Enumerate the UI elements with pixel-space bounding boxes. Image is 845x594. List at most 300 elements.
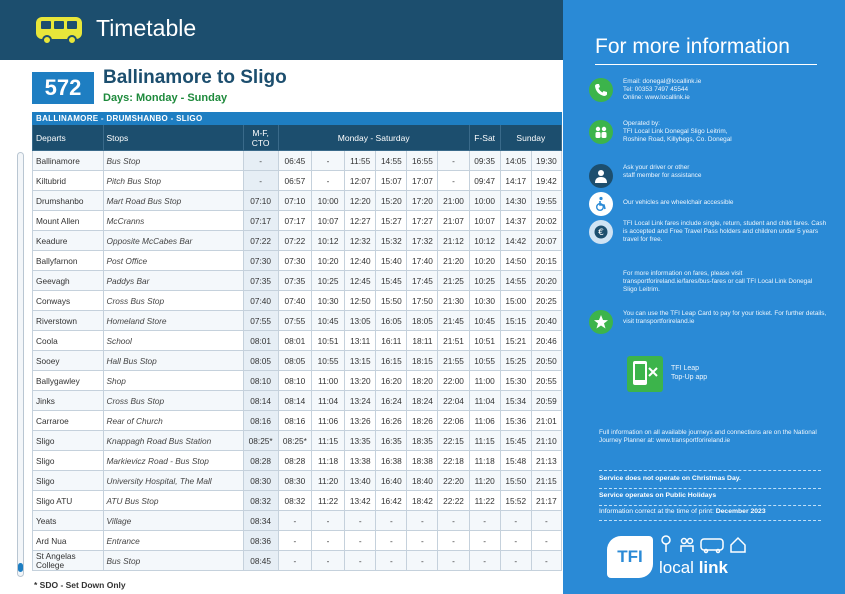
- time-cell: 20:59: [531, 391, 561, 411]
- time-cell: 07:10: [278, 191, 311, 211]
- time-cell: 11:00: [311, 371, 344, 391]
- christmas-notice: Service does not operate on Christmas Day.: [599, 475, 741, 482]
- time-cell: 17:27: [407, 211, 438, 231]
- time-cell: 08:14: [278, 391, 311, 411]
- corridor-label: BALLINAMORE - DRUMSHANBO - SLIGO: [33, 113, 562, 125]
- divider: [599, 520, 821, 521]
- time-cell: 08:10: [278, 371, 311, 391]
- transport-mode-icons: [659, 534, 749, 554]
- depart-cell: Sooey: [33, 351, 104, 371]
- time-cell: 10:20: [311, 251, 344, 271]
- leap-app-label: TFI Leap Top-Up app: [671, 365, 708, 381]
- time-cell: 08:28: [243, 451, 278, 471]
- time-cell: -: [469, 511, 500, 531]
- table-row: [33, 351, 562, 371]
- time-cell: -: [311, 531, 344, 551]
- bus-icon: [34, 14, 86, 46]
- time-cell: 22:22: [438, 491, 469, 511]
- time-cell: 18:05: [407, 311, 438, 331]
- stop-cell: Pitch Bus Stop: [103, 171, 243, 191]
- time-cell: 21:12: [438, 231, 469, 251]
- time-cell: 08:16: [243, 411, 278, 431]
- header-departs: Departs: [33, 125, 104, 151]
- time-cell: 15:36: [500, 411, 531, 431]
- time-cell: 15:32: [376, 231, 407, 251]
- time-cell: 08:30: [243, 471, 278, 491]
- time-cell: 10:51: [469, 331, 500, 351]
- time-cell: 14:17: [500, 171, 531, 191]
- time-cell: 13:38: [345, 451, 376, 471]
- time-cell: 14:37: [500, 211, 531, 231]
- time-cell: 08:05: [278, 351, 311, 371]
- depart-cell: Sligo: [33, 471, 104, 491]
- time-cell: 15:45: [500, 431, 531, 451]
- time-cell: 07:10: [243, 191, 278, 211]
- time-cell: 12:40: [345, 251, 376, 271]
- time-cell: 18:24: [407, 391, 438, 411]
- time-cell: 18:20: [407, 371, 438, 391]
- stop-cell: School: [103, 331, 243, 351]
- stop-cell: McCranns: [103, 211, 243, 231]
- depart-cell: Conways: [33, 291, 104, 311]
- print-notice: [599, 508, 766, 515]
- time-cell: 11:15: [311, 431, 344, 451]
- time-cell: 07:35: [278, 271, 311, 291]
- time-cell: -: [407, 551, 438, 571]
- time-cell: 21:55: [438, 351, 469, 371]
- table-row: [33, 391, 562, 411]
- time-cell: 14:05: [500, 151, 531, 171]
- stop-cell: Hall Bus Stop: [103, 351, 243, 371]
- time-cell: 10:55: [311, 351, 344, 371]
- time-cell: 11:00: [469, 371, 500, 391]
- time-cell: 13:20: [345, 371, 376, 391]
- depart-cell: Ballyfarnon: [33, 251, 104, 271]
- time-cell: 18:40: [407, 471, 438, 491]
- stop-cell: Knappagh Road Bus Station: [103, 431, 243, 451]
- stop-cell: Cross Bus Stop: [103, 391, 243, 411]
- time-cell: 10:45: [469, 311, 500, 331]
- time-cell: 21:07: [438, 211, 469, 231]
- time-cell: 22:04: [438, 391, 469, 411]
- time-cell: 11:20: [469, 471, 500, 491]
- time-cell: -: [531, 551, 561, 571]
- time-cell: 16:26: [376, 411, 407, 431]
- time-cell: 15:07: [376, 171, 407, 191]
- local-link-logo: [659, 558, 728, 578]
- time-cell: 07:22: [243, 231, 278, 251]
- time-cell: 21:20: [438, 251, 469, 271]
- depart-cell: Carraroe: [33, 411, 104, 431]
- stop-cell: University Hospital, The Mall: [103, 471, 243, 491]
- time-cell: 07:30: [243, 251, 278, 271]
- header-monday-saturday: Monday - Saturday: [278, 125, 469, 151]
- time-cell: 15:21: [500, 331, 531, 351]
- journey-planner-text[interactable]: Full information on all available journeys and connections are on the National Journey Planner at: www.transportforireland.ie: [599, 429, 817, 445]
- table-row: [33, 551, 562, 571]
- stop-cell: Post Office: [103, 251, 243, 271]
- stop-cell: Entrance: [103, 531, 243, 551]
- time-cell: -: [469, 551, 500, 571]
- route-days: Days: Monday - Sunday: [103, 92, 228, 104]
- stop-cell: Markievicz Road - Bus Stop: [103, 451, 243, 471]
- time-cell: 15:48: [500, 451, 531, 471]
- time-cell: 13:40: [345, 471, 376, 491]
- time-cell: 11:06: [311, 411, 344, 431]
- header-f-sat: F-Sat: [469, 125, 500, 151]
- table-row: [33, 191, 562, 211]
- tfi-logo: TFI: [607, 536, 653, 578]
- time-cell: 15:15: [500, 311, 531, 331]
- time-cell: 07:55: [243, 311, 278, 331]
- time-cell: 21:51: [438, 331, 469, 351]
- time-cell: 11:04: [311, 391, 344, 411]
- divider: [599, 488, 821, 489]
- time-cell: -: [500, 551, 531, 571]
- time-cell: 15:40: [376, 251, 407, 271]
- print-date: December 2023: [715, 508, 766, 515]
- time-cell: 21:17: [531, 491, 561, 511]
- table-row: [33, 331, 562, 351]
- time-cell: 08:14: [243, 391, 278, 411]
- time-cell: 22:06: [438, 411, 469, 431]
- footnote: * SDO - Set Down Only: [34, 580, 126, 590]
- assistance-text: Ask your driver or other staff member for assistance: [623, 164, 702, 180]
- time-cell: 14:30: [500, 191, 531, 211]
- time-cell: 08:36: [243, 531, 278, 551]
- time-cell: 15:45: [376, 271, 407, 291]
- logo-word-local: local: [659, 558, 694, 577]
- time-cell: 22:15: [438, 431, 469, 451]
- time-cell: 14:55: [376, 151, 407, 171]
- time-cell: 17:32: [407, 231, 438, 251]
- time-cell: 13:15: [345, 351, 376, 371]
- time-cell: 08:10: [243, 371, 278, 391]
- time-cell: 15:20: [376, 191, 407, 211]
- time-cell: 14:50: [500, 251, 531, 271]
- time-cell: 15:50: [500, 471, 531, 491]
- coin-icon: [589, 220, 613, 244]
- depart-cell: Yeats: [33, 511, 104, 531]
- time-cell: -: [311, 511, 344, 531]
- time-cell: 12:32: [345, 231, 376, 251]
- depart-cell: Sligo: [33, 451, 104, 471]
- table-row: [33, 171, 562, 191]
- leap-app-icon[interactable]: [627, 356, 663, 392]
- time-cell: 10:30: [311, 291, 344, 311]
- time-cell: 20:25: [531, 291, 561, 311]
- table-row: [33, 151, 562, 171]
- table-row: [33, 411, 562, 431]
- time-cell: -: [438, 511, 469, 531]
- time-cell: 07:35: [243, 271, 278, 291]
- time-cell: 10:07: [469, 211, 500, 231]
- depart-cell: Mount Allen: [33, 211, 104, 231]
- stop-cell: Paddys Bar: [103, 271, 243, 291]
- time-cell: 08:16: [278, 411, 311, 431]
- time-cell: 17:20: [407, 191, 438, 211]
- time-cell: 08:01: [243, 331, 278, 351]
- logo-word-link: link: [698, 558, 728, 577]
- time-cell: 22:18: [438, 451, 469, 471]
- time-cell: 20:07: [531, 231, 561, 251]
- time-cell: -: [243, 151, 278, 171]
- table-row: [33, 511, 562, 531]
- depart-cell: Drumshanbo: [33, 191, 104, 211]
- time-cell: 17:45: [407, 271, 438, 291]
- time-cell: -: [438, 171, 469, 191]
- star-icon: [589, 310, 613, 334]
- time-cell: 11:20: [311, 471, 344, 491]
- time-cell: 06:45: [278, 151, 311, 171]
- time-cell: 11:18: [469, 451, 500, 471]
- header-mf-cto: M-F, CTO: [243, 125, 278, 151]
- time-cell: 10:12: [311, 231, 344, 251]
- time-cell: 11:22: [311, 491, 344, 511]
- time-cell: 19:55: [531, 191, 561, 211]
- time-cell: 16:42: [376, 491, 407, 511]
- time-cell: 09:35: [469, 151, 500, 171]
- table-row: [33, 491, 562, 511]
- time-cell: 08:25*: [243, 431, 278, 451]
- info-panel: [563, 0, 845, 594]
- title-divider: [595, 64, 817, 65]
- time-cell: -: [438, 531, 469, 551]
- header-stops: Stops: [103, 125, 243, 151]
- time-cell: 13:26: [345, 411, 376, 431]
- time-cell: 11:22: [469, 491, 500, 511]
- depart-cell: Geevagh: [33, 271, 104, 291]
- depart-cell: Jinks: [33, 391, 104, 411]
- table-row: [33, 311, 562, 331]
- time-cell: 12:27: [345, 211, 376, 231]
- stop-cell: Mart Road Bus Stop: [103, 191, 243, 211]
- time-cell: 21:10: [531, 431, 561, 451]
- time-cell: 16:05: [376, 311, 407, 331]
- stop-cell: Opposite McCabes Bar: [103, 231, 243, 251]
- info-title: For more information: [595, 35, 790, 58]
- depart-cell: Kiltubrid: [33, 171, 104, 191]
- time-cell: 07:17: [278, 211, 311, 231]
- time-cell: 11:55: [345, 151, 376, 171]
- time-cell: 12:20: [345, 191, 376, 211]
- time-cell: 18:15: [407, 351, 438, 371]
- time-cell: 15:30: [500, 371, 531, 391]
- time-cell: 11:18: [311, 451, 344, 471]
- time-cell: 16:35: [376, 431, 407, 451]
- time-cell: 21:25: [438, 271, 469, 291]
- time-cell: 10:00: [311, 191, 344, 211]
- depart-cell: Sligo: [33, 431, 104, 451]
- time-cell: 16:11: [376, 331, 407, 351]
- time-cell: -: [469, 531, 500, 551]
- time-cell: 08:05: [243, 351, 278, 371]
- stop-cell: Cross Bus Stop: [103, 291, 243, 311]
- time-cell: 16:55: [407, 151, 438, 171]
- depart-cell: Ard Nua: [33, 531, 104, 551]
- leap-card-text[interactable]: You can use the TFI Leap Card to pay for your ticket. For further details, visit transportforireland.ie: [623, 310, 827, 326]
- time-cell: 07:40: [243, 291, 278, 311]
- time-cell: -: [243, 171, 278, 191]
- time-cell: 08:30: [278, 471, 311, 491]
- time-cell: 22:00: [438, 371, 469, 391]
- time-cell: -: [376, 531, 407, 551]
- phone-icon: [589, 78, 613, 102]
- time-cell: 08:34: [243, 511, 278, 531]
- header-bar: [0, 0, 563, 60]
- time-cell: 07:30: [278, 251, 311, 271]
- time-cell: 17:40: [407, 251, 438, 271]
- time-cell: 08:45: [243, 551, 278, 571]
- wheelchair-text: Our vehicles are wheelchair accessible: [623, 199, 734, 206]
- time-cell: 12:45: [345, 271, 376, 291]
- fares-more-text[interactable]: For more information on fares, please visit transportforireland.ie/fares/bus-fares or call TFI Local Link Donegal Sligo Leitrim.: [623, 270, 813, 294]
- driver-icon: [589, 164, 613, 188]
- time-cell: 18:42: [407, 491, 438, 511]
- holiday-notice: Service operates on Public Holidays: [599, 492, 717, 499]
- table-row: [33, 271, 562, 291]
- time-cell: -: [278, 551, 311, 571]
- time-cell: 10:55: [469, 351, 500, 371]
- time-cell: 08:25*: [278, 431, 311, 451]
- divider: [599, 505, 821, 506]
- depart-cell: Sligo ATU: [33, 491, 104, 511]
- stop-cell: Bus Stop: [103, 551, 243, 571]
- depart-cell: Keadure: [33, 231, 104, 251]
- depart-cell: Coola: [33, 331, 104, 351]
- time-cell: 11:04: [469, 391, 500, 411]
- time-cell: 10:25: [469, 271, 500, 291]
- time-cell: 15:27: [376, 211, 407, 231]
- scroll-rail[interactable]: [17, 152, 24, 577]
- time-cell: 20:40: [531, 311, 561, 331]
- time-cell: 06:57: [278, 171, 311, 191]
- time-cell: -: [376, 511, 407, 531]
- time-cell: 10:30: [469, 291, 500, 311]
- operator-icon: [589, 120, 613, 144]
- time-cell: 18:26: [407, 411, 438, 431]
- time-cell: -: [407, 531, 438, 551]
- time-cell: 16:20: [376, 371, 407, 391]
- time-cell: 14:42: [500, 231, 531, 251]
- stop-cell: Bus Stop: [103, 151, 243, 171]
- stop-cell: Shop: [103, 371, 243, 391]
- contact-text[interactable]: Email: donegal@locallink.ie Tel: 00353 7497 45544 Online: www.locallink.ie: [623, 78, 702, 102]
- time-cell: 20:55: [531, 371, 561, 391]
- time-cell: 15:25: [500, 351, 531, 371]
- time-cell: 20:20: [531, 271, 561, 291]
- depart-cell: Ballygawley: [33, 371, 104, 391]
- table-row: [33, 471, 562, 491]
- scroll-thumb[interactable]: [18, 563, 23, 572]
- time-cell: 13:24: [345, 391, 376, 411]
- time-cell: 18:35: [407, 431, 438, 451]
- time-cell: -: [278, 511, 311, 531]
- time-cell: 15:52: [500, 491, 531, 511]
- table-row: [33, 531, 562, 551]
- route-number: 572: [32, 72, 94, 104]
- time-cell: 12:07: [345, 171, 376, 191]
- page-title: Timetable: [96, 15, 197, 41]
- time-cell: 17:50: [407, 291, 438, 311]
- time-cell: 15:00: [500, 291, 531, 311]
- time-cell: 10:45: [311, 311, 344, 331]
- time-cell: 13:11: [345, 331, 376, 351]
- table-row: [33, 451, 562, 471]
- time-cell: 16:24: [376, 391, 407, 411]
- time-cell: -: [311, 151, 344, 171]
- table-row: [33, 371, 562, 391]
- time-cell: 08:01: [278, 331, 311, 351]
- time-cell: -: [500, 531, 531, 551]
- time-cell: -: [407, 511, 438, 531]
- stop-cell: Homeland Store: [103, 311, 243, 331]
- time-cell: 16:40: [376, 471, 407, 491]
- time-cell: 18:11: [407, 331, 438, 351]
- time-cell: -: [500, 511, 531, 531]
- time-cell: 15:50: [376, 291, 407, 311]
- time-cell: 19:42: [531, 171, 561, 191]
- time-cell: 07:22: [278, 231, 311, 251]
- time-cell: 21:00: [438, 191, 469, 211]
- stop-cell: Rear of Church: [103, 411, 243, 431]
- stop-cell: Village: [103, 511, 243, 531]
- time-cell: 08:32: [278, 491, 311, 511]
- time-cell: 15:34: [500, 391, 531, 411]
- fares-text: TFI Local Link fares include single, return, student and child fares. Cash is accepted and Free Travel Pass holders and children under 5 years travel for free.: [623, 220, 827, 244]
- table-row: [33, 251, 562, 271]
- time-cell: 22:20: [438, 471, 469, 491]
- time-cell: 07:55: [278, 311, 311, 331]
- time-cell: 10:25: [311, 271, 344, 291]
- time-cell: 16:38: [376, 451, 407, 471]
- time-cell: -: [345, 551, 376, 571]
- stop-cell: ATU Bus Stop: [103, 491, 243, 511]
- depart-cell: St Angelas College: [33, 551, 104, 571]
- time-cell: 20:02: [531, 211, 561, 231]
- time-cell: -: [438, 151, 469, 171]
- time-cell: 19:30: [531, 151, 561, 171]
- time-cell: -: [345, 511, 376, 531]
- time-cell: 12:50: [345, 291, 376, 311]
- time-cell: 07:17: [243, 211, 278, 231]
- time-cell: -: [438, 551, 469, 571]
- time-cell: 16:15: [376, 351, 407, 371]
- time-cell: 10:12: [469, 231, 500, 251]
- print-label: Information correct at the time of print:: [599, 508, 716, 515]
- depart-cell: Riverstown: [33, 311, 104, 331]
- time-cell: 21:13: [531, 451, 561, 471]
- operator-text: Operated by: TFI Local Link Donegal Sligo Leitrim, Roshine Road, Killybegs, Co. Donegal: [623, 120, 732, 144]
- time-cell: 20:50: [531, 351, 561, 371]
- time-cell: 08:32: [243, 491, 278, 511]
- time-cell: 11:06: [469, 411, 500, 431]
- time-cell: 20:46: [531, 331, 561, 351]
- time-cell: -: [278, 531, 311, 551]
- time-cell: -: [311, 551, 344, 571]
- time-cell: 13:42: [345, 491, 376, 511]
- time-cell: 21:01: [531, 411, 561, 431]
- time-cell: 21:45: [438, 311, 469, 331]
- time-cell: -: [311, 171, 344, 191]
- table-row: [33, 211, 562, 231]
- route-name: Ballinamore to Sligo: [103, 67, 287, 88]
- table-row: [33, 231, 562, 251]
- time-cell: 13:05: [345, 311, 376, 331]
- depart-cell: Ballinamore: [33, 151, 104, 171]
- time-cell: 21:30: [438, 291, 469, 311]
- svg-text:€: €: [598, 228, 604, 239]
